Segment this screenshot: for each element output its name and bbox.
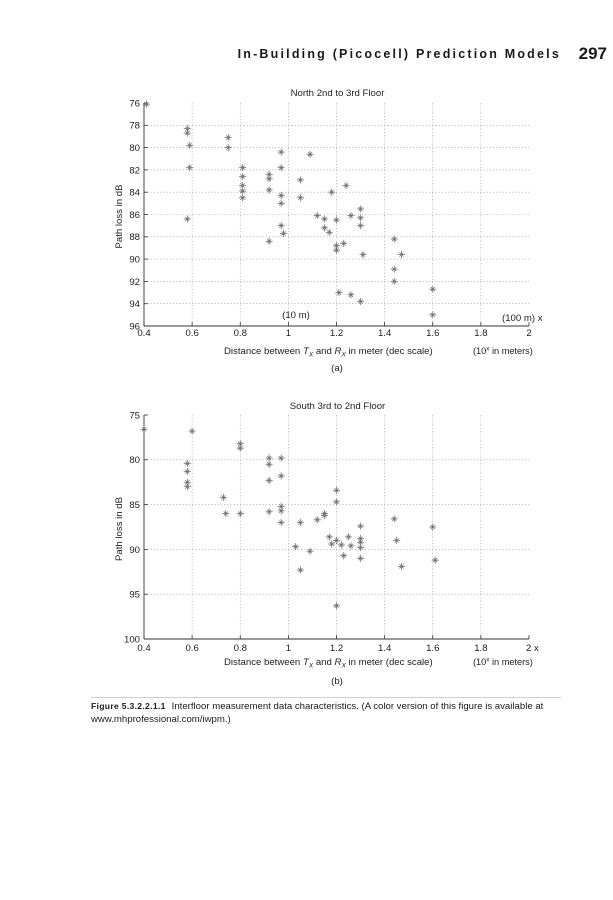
data-point (321, 512, 328, 519)
data-point (184, 483, 191, 490)
data-point (189, 428, 196, 435)
y-tick-label: 96 (129, 321, 140, 333)
data-point (278, 454, 285, 461)
data-point (343, 182, 350, 189)
x-tick-label: 0.4 (137, 643, 151, 654)
data-point (357, 298, 364, 305)
data-point (333, 537, 340, 544)
y-tick-label: 94 (129, 299, 140, 311)
data-point (184, 215, 191, 222)
data-point (266, 477, 273, 484)
y-tick-label: 92 (129, 276, 140, 288)
data-point (239, 194, 246, 201)
data-point (321, 224, 328, 231)
data-point (266, 238, 273, 245)
x-tick-label: 0.8 (233, 328, 247, 339)
data-point (357, 523, 364, 530)
running-head-title: In-Building (Picocell) Prediction Models (237, 47, 561, 61)
data-point (237, 510, 244, 517)
data-point (140, 426, 147, 433)
data-point (314, 212, 321, 219)
x-axis-label: Distance between $T_X$ and $R_X$ in meter (dec scale) (224, 346, 433, 359)
data-point (398, 251, 405, 258)
x-tick-label: 0.6 (185, 643, 199, 654)
data-point (347, 212, 354, 219)
data-point (266, 508, 273, 515)
x-tick-label: 2 x (526, 643, 539, 654)
data-point (184, 130, 191, 137)
data-point (357, 205, 364, 212)
data-point (222, 510, 229, 517)
y-tick-label: 82 (129, 165, 140, 177)
data-point (237, 445, 244, 452)
data-point (297, 194, 304, 201)
x-axis-extra-label: (10$^x$ in meters) (473, 656, 533, 667)
data-point (220, 494, 227, 501)
data-point (266, 175, 273, 182)
chart-b (114, 401, 539, 687)
data-point (357, 555, 364, 562)
x-tick-label: 1.4 (377, 643, 392, 654)
y-tick-label: 78 (129, 120, 140, 132)
data-point (225, 144, 232, 151)
data-point (306, 548, 313, 555)
data-point (391, 515, 398, 522)
y-axis-label: Path loss in dB (114, 497, 125, 561)
data-point (347, 542, 354, 549)
data-point (398, 563, 405, 570)
x-tick-label: 1.4 (377, 328, 392, 339)
chart-sublabel: (a) (331, 363, 343, 374)
data-point (278, 507, 285, 514)
page-number: 297 (578, 44, 607, 63)
caption-label: Figure 5.3.2.2.1.1 (91, 701, 166, 711)
y-tick-label: 95 (129, 589, 140, 601)
x-tick-label: 1.6 (426, 328, 440, 339)
data-point (328, 540, 335, 547)
data-point (266, 461, 273, 468)
data-point (340, 552, 347, 559)
x-tick-label: 0.8 (233, 643, 247, 654)
chart-annotation: (10 m) (282, 310, 310, 321)
x-axis-label: Distance between $T_X$ and $R_X$ in meter (dec scale) (224, 657, 433, 670)
x-tick-label: 1 (285, 328, 292, 339)
chart-a (114, 88, 543, 374)
data-point (314, 516, 321, 523)
data-point (225, 134, 232, 141)
chart-sublabel: (b) (331, 676, 343, 687)
x-tick-label: 1.6 (426, 643, 440, 654)
data-point (429, 523, 436, 530)
data-point (347, 291, 354, 298)
data-point (321, 215, 328, 222)
data-point (278, 519, 285, 526)
data-point (278, 222, 285, 229)
data-point (326, 533, 333, 540)
y-tick-label: 90 (129, 254, 140, 266)
data-point (333, 216, 340, 223)
data-point (278, 148, 285, 155)
data-point (278, 192, 285, 199)
y-tick-label: 80 (129, 455, 140, 467)
x-tick-label: 1.2 (329, 328, 344, 339)
data-point (357, 214, 364, 221)
data-point (333, 247, 340, 254)
y-axis-label: Path loss in dB (114, 184, 125, 249)
data-point (357, 222, 364, 229)
x-tick-label: 1.2 (329, 643, 344, 654)
data-point (280, 230, 287, 237)
y-tick-label: 75 (129, 410, 140, 422)
data-point (184, 460, 191, 467)
y-tick-label: 85 (129, 500, 140, 511)
data-point (429, 286, 436, 293)
data-point (328, 189, 335, 196)
y-tick-label: 90 (129, 544, 140, 556)
data-point (297, 566, 304, 573)
data-point (429, 311, 436, 318)
y-tick-label: 84 (129, 187, 140, 199)
x-tick-label: 2 (526, 328, 532, 339)
data-point (297, 519, 304, 526)
data-point (345, 533, 352, 540)
data-point (357, 544, 364, 551)
data-point (393, 537, 400, 544)
y-tick-label: 86 (129, 209, 140, 221)
chart-title: South 3rd to 2nd Floor (289, 401, 386, 412)
caption-text: Interfloor measurement data characteristics. (A color version of this figure is available at www.mhprofessional.com/iwpm.) (91, 701, 544, 725)
figure-caption (91, 697, 561, 726)
x-axis-extra-label: (10$^x$ in meters) (473, 345, 533, 356)
data-point (338, 541, 345, 548)
data-point (340, 240, 347, 247)
x-tick-label: 1 (285, 643, 292, 654)
chart-annotation: (100 m) x (502, 313, 543, 324)
x-tick-label: 1.8 (474, 328, 488, 339)
data-point (333, 602, 340, 609)
data-point (184, 468, 191, 475)
data-point (326, 229, 333, 236)
data-point (306, 151, 313, 158)
y-tick-label: 88 (129, 232, 140, 244)
data-point (333, 487, 340, 494)
x-tick-label: 0.6 (185, 328, 199, 339)
chart-title: North 2nd to 3rd Floor (290, 88, 385, 99)
x-tick-label: 1.8 (474, 643, 488, 654)
data-point (278, 472, 285, 479)
data-point (278, 200, 285, 207)
y-tick-label: 100 (123, 634, 140, 646)
y-tick-label: 76 (129, 98, 140, 110)
data-point (391, 266, 398, 273)
data-point (391, 235, 398, 242)
data-point (391, 278, 398, 285)
data-point (266, 454, 273, 461)
y-tick-label: 80 (129, 143, 140, 154)
data-point (359, 251, 366, 258)
data-point (297, 176, 304, 183)
x-tick-label: 0.4 (137, 328, 151, 339)
